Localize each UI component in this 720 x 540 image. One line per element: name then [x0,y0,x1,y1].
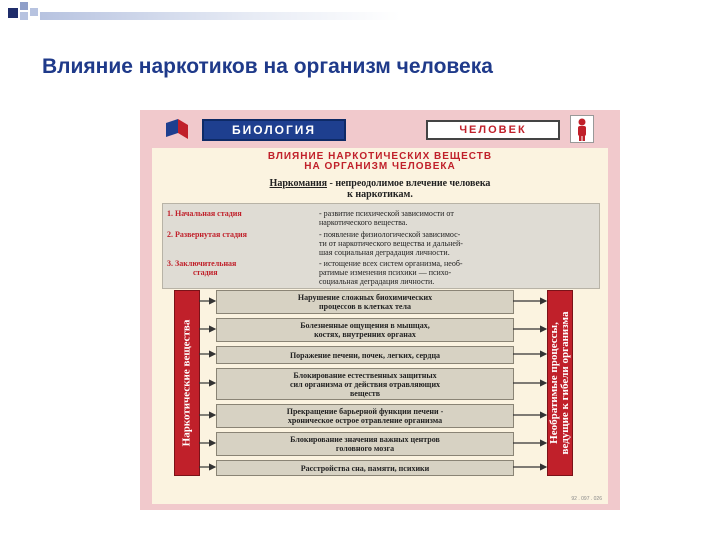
effect-line: Блокирование естественных защитных [293,370,437,380]
slide-title: Влияние наркотиков на организм человека [42,55,493,78]
right-label-line: Необратимые процессы, [548,322,560,444]
flow-arrows [152,148,608,504]
stage-desc-line: - развитие психической зависимости от [319,209,454,218]
subject-label: БИОЛОГИЯ [202,119,346,141]
stage-desc-line: наркотического вещества. [319,218,408,227]
effect-line: Поражение печени, почек, легких, сердца [289,350,441,360]
human-figure-icon [570,115,594,143]
stage-name-line: стадия [193,268,218,277]
effect-line: Блокирование значения важных центров [290,435,440,444]
definition-line1: - непреодолимое влечение человека [327,178,491,189]
poster [140,110,620,510]
stage-desc-line: - появление физиологической зависимос- [319,230,461,239]
effect-line: хроническое острое отравление организма [287,416,443,425]
stage-desc-line: ратимые изменения психики — психо- [319,268,452,277]
left-label: Наркотические вещества [180,319,193,447]
poster-heading-line1: ВЛИЯНИЕ НАРКОТИЧЕСКИХ ВЕЩЕСТВ [267,151,493,162]
topic-label: ЧЕЛОВЕК [426,120,560,140]
stage-name-line: 3. Заключительная [167,259,237,268]
effect-line: Прекращение барьерной функции печени - [286,407,444,416]
right-label-line: ведущие к гибели организма [559,311,571,455]
effect-line: процессов в клетках тела [319,302,411,311]
effect-line: веществ [349,388,381,398]
poster-heading-line2: НА ОРГАНИЗМ ЧЕЛОВЕКА [304,161,456,172]
definition-line2: к наркотикам. [347,189,413,200]
effect-line: головного мозга [335,444,395,453]
stage-desc-line: социальная деградация личности. [319,277,435,286]
poster-panel [152,148,608,504]
stage-desc-line: шая социальная деградация личности. [319,248,450,257]
effect-line: сил организма от действия отравляющих [289,379,441,389]
effect-line: костях, внутренних органах [314,330,416,339]
stage-desc-line: - истощение всех систем организма, необ- [319,259,463,268]
effect-line: Расстройства сна, памяти, психики [300,463,430,473]
effect-line: Нарушение сложных биохимических [297,293,433,302]
poster-header [140,110,620,146]
definition-term: Наркомания [269,178,328,189]
stage-desc-line: ти от наркотического вещества и дальней- [319,239,463,248]
poster-code: 92 . 097 . 026 [571,496,602,502]
effect-line: Болезненные ощущения в мышцах, [300,321,430,330]
stage-name: 2. Развернутая стадия [167,230,247,239]
stage-name: 1. Начальная стадия [167,209,242,218]
book-logo-icon [164,119,190,139]
